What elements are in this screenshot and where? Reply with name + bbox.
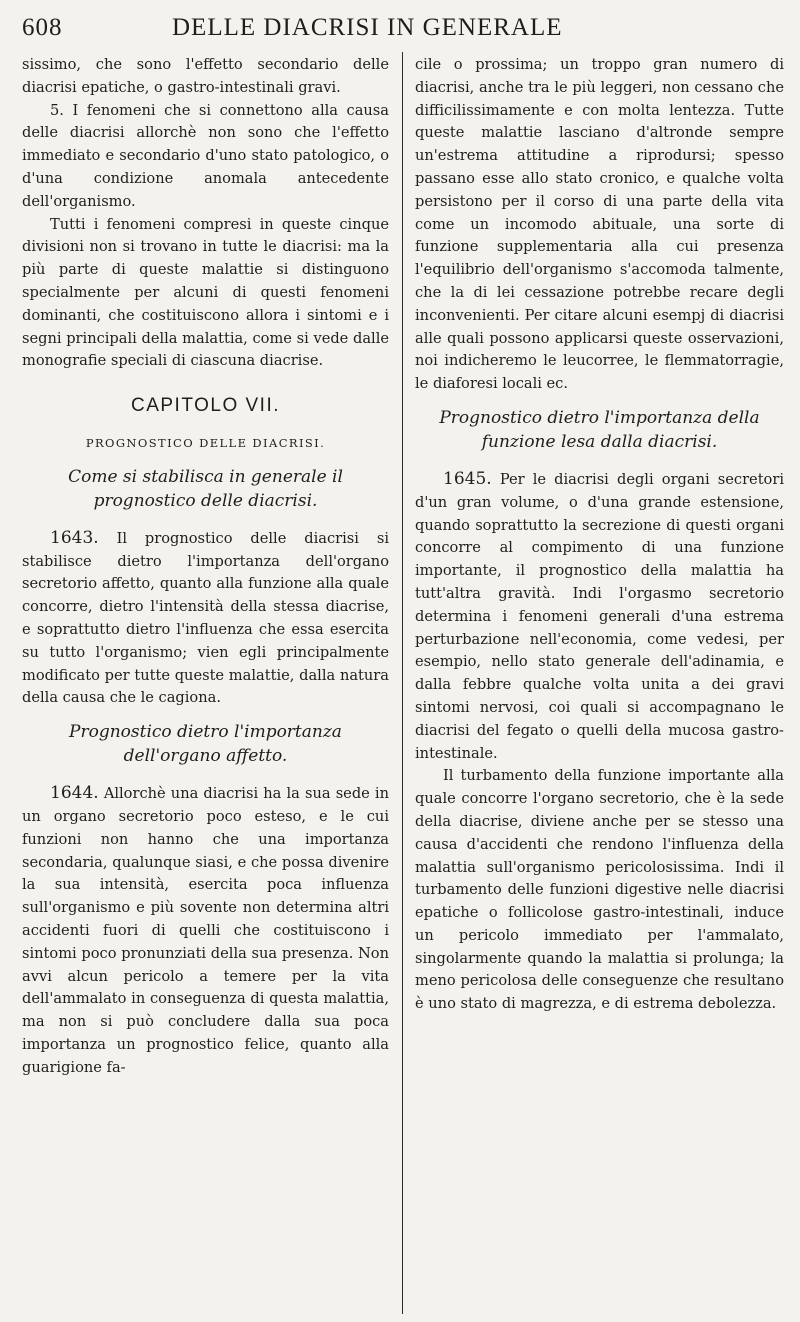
paragraph-text: Il prognostico delle diacrisi si stabilisce dietro l'importanza dell'organo secretorio affetto, quanto alla funzione alla quale concorre, dietro l'intensità della stessa diacrise, e soprattutto dietro l'influenza che essa esercita su tutto l'organismo; vien egli principalmente modificato per tutte queste malattie, dalla natura della causa che le cagiona.: [22, 529, 389, 707]
left-column: [22, 54, 389, 1079]
paragraph-number: 1643.: [50, 527, 99, 548]
section-heading: Prognostico dietro l'importanza della funzione lesa dalla diacrisi.: [439, 407, 760, 452]
paragraph-text: Per le diacrisi degli organi secretori d'un gran volume, o d'una grande estensione, quando soprattutto la secrezione di questi organi concorre al compimento di una funzione importante, il prognostico della malattia ha tutt'altra gravità. Indi l'orgasmo secretorio determina i fenomeni generali d'una estrema perturbazione nell'economia, come vedesi, per esempio, nello stato generale dell'adinamia, e dalla febbre qualche volta unita a dei gravi sintomi nervosi, coi quali si accompagnano le diacrisi del fegato o quelli della mucosa gastro-intestinale.: [415, 470, 784, 762]
section-heading: Prognostico dietro l'importanza dell'organo affetto.: [69, 722, 342, 767]
paragraph: Tutti i fenomeni compresi in queste cinque divisioni non si trovano in tutte le diacrisi: ma la più parte di queste malattie si distinguono specialmente per alcuni di questi fenomeni dominanti, che costituiscono allora i sintomi e i segni principali della malattia, come si vede dalle monografie speciali di ciascuna diacrise.: [22, 215, 389, 370]
column-divider: [402, 52, 403, 1314]
paragraph-text: Allorchè una diacrisi ha la sua sede in un organo secretorio poco esteso, e le cui funzioni non hanno che una importanza secondaria, qualunque siasi, e che possa divenire la sua intensità, esercita poca influenza sull'organismo e più sovente non determina altri accidenti fuori di quelli che costituiscono i sintomi poco pronunziati della sua presenza. Non avvi alcun pericolo a temere per la vita dell'ammalato in conseguenza di questa malattia, ma non si può concludere dalla sua poca importanza un prognostico felice, quanto alla guarigione fa-: [22, 785, 389, 1076]
chapter-title: CAPITOLO VII.: [130, 395, 281, 417]
numbered-paragraph: [22, 527, 389, 710]
numbered-paragraph: [415, 468, 784, 765]
paragraph: Il turbamento della funzione importante alla quale concorre l'organo secretorio, che è la sede della diacrise, diviene anche per se stesso una causa d'accidenti che rendono l'influenza della malattia sull'organismo pericolosissima. Indi il turbamento delle funzioni digestive nelle diacrisi epatiche o follicolose gastro-intestinali, induce un pericolo immediato per l'ammalato, singolarmente quando la malattia si prolunga; la meno pericolosa delle conseguenze che resultano è uno stato di magrezza, e di estrema debolezza.: [415, 767, 784, 1013]
paragraph: cile o prossima; un troppo gran numero di diacrisi, anche tra le più leggeri, non cessano che difficilissimamente e con molta lentezza. Tutte queste malattie lasciano d'altronde sempre un'estrema attitudine a riprodursi; spesso passano esse allo stato cronico, e qualche volta persistono per il corso di una parte della vita come un incomodo abituale, una sorte di funzione supplementaria alla cui presenza l'equilibrio dell'organismo s'accomoda talmente, che la di lei cessazione potrebbe recare degli inconvenienti. Per citare alcuni esempj di diacrisi alle quali possono applicarsi queste osservazioni, noi indicheremo le leucorree, le flemmatorragie, le diaforesi locali ec.: [415, 56, 784, 393]
paragraph: sissimo, che sono l'effetto secondario delle diacrisi epatiche, o gastro-intestinali gravi.: [22, 56, 389, 96]
paragraph-number: 1645.: [443, 468, 492, 489]
section-heading: Come si stabilisca in generale il prognostico delle diacrisi.: [68, 466, 343, 511]
right-column: [415, 54, 784, 1016]
running-title: DELLE DIACRISI IN GENERALE: [172, 14, 563, 41]
page-number: 608: [22, 14, 63, 41]
chapter-subtitle: PROGNOSTICO DELLE DIACRISI.: [85, 435, 326, 450]
running-header: [22, 14, 778, 48]
numbered-paragraph: [22, 782, 389, 1079]
paragraph: 5. I fenomeni che si connettono alla causa delle diacrisi allorchè non sono che l'effetto immediato e secondario d'uno stato patologico, o d'una condizione anomala antecedente dell'organismo.: [22, 101, 389, 210]
paragraph-number: 1644.: [50, 783, 99, 804]
